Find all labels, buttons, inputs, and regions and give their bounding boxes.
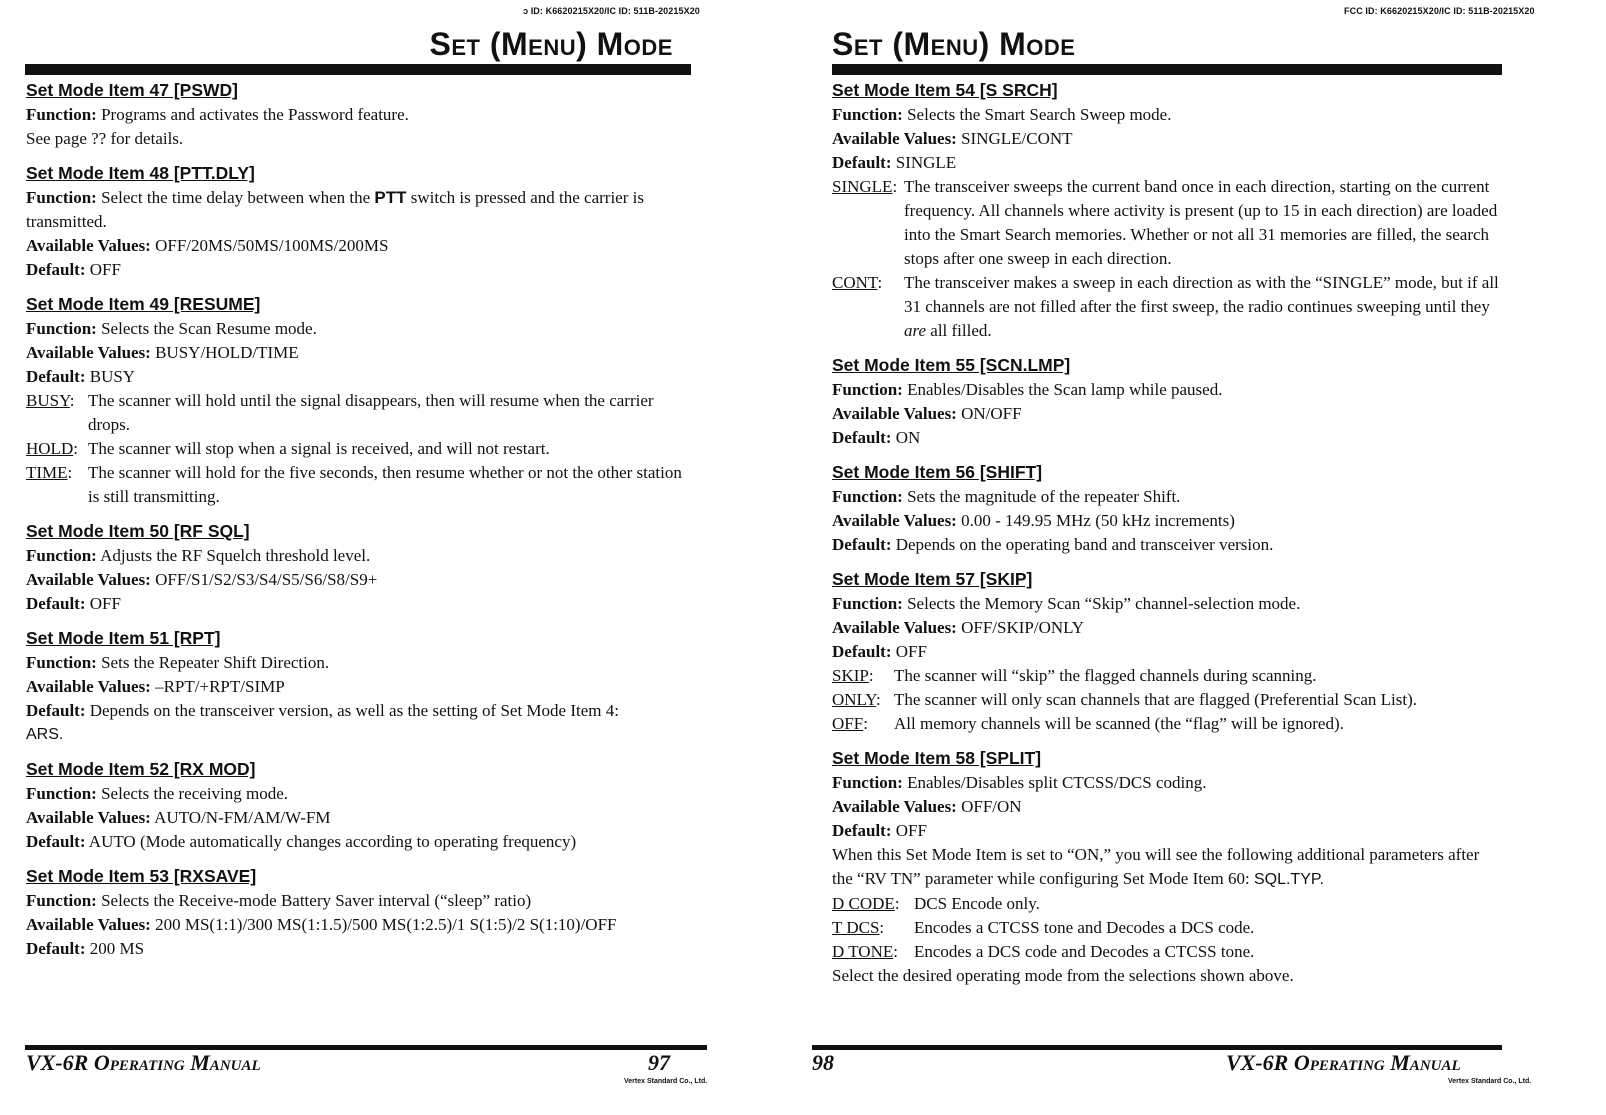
option-sep: : (69, 391, 75, 410)
default-text: ON (895, 428, 921, 447)
option-key-text: BUSY (26, 391, 70, 410)
default-label: Default: (26, 939, 86, 958)
note-line (832, 843, 1502, 892)
note-text: When this Set Mode Item is set to “ON,” you will see the following additional parameters after the “RV TN” parameter while configuring Set Mode Item 60: (832, 845, 1480, 888)
set-mode-item-53 (26, 860, 692, 961)
values-label: Available Values: (832, 404, 957, 423)
function-label: Function: (26, 188, 97, 207)
values-label: Available Values: (832, 618, 957, 637)
option-sep: : (893, 942, 898, 961)
function-label: Function: (26, 891, 97, 910)
function-line (26, 103, 692, 127)
item-heading: Set Mode Item 47 [PSWD] (26, 80, 238, 100)
set-mode-item-52 (26, 753, 692, 854)
default-label: Default: (26, 260, 86, 279)
default-label: Default: (26, 367, 86, 386)
values-line (832, 509, 1502, 533)
option-key (832, 664, 894, 688)
option-text: The scanner will hold until the signal disappears, then will resume when the carrier drops. (88, 391, 654, 434)
option-only (832, 688, 1502, 712)
footer-manual-title: VX-6R Operating Manual (1226, 1050, 1461, 1075)
item-heading: Set Mode Item 49 [RESUME] (26, 294, 261, 314)
default-label: Default: (832, 821, 892, 840)
function-text: Selects the Smart Search Sweep mode. (907, 105, 1172, 124)
default-text: OFF (895, 821, 927, 840)
option-key (832, 271, 904, 295)
default-line (832, 819, 1502, 843)
set-mode-item-50 (26, 515, 692, 616)
default-text: BUSY (89, 367, 136, 386)
option-time (26, 461, 692, 509)
function-line (832, 592, 1502, 616)
values-label: Available Values: (26, 677, 151, 696)
item-heading: Set Mode Item 52 [RX MOD] (26, 759, 256, 779)
values-text: 200 MS(1:1)/300 MS(1:1.5)/500 MS(1:2.5)/1 S(1:5)/2 S(1:10)/OFF (155, 915, 617, 934)
option-t-dcs (832, 916, 1502, 940)
values-text: –RPT/+RPT/SIMP (155, 677, 285, 696)
option-key (832, 892, 914, 916)
function-text: Sets the magnitude of the repeater Shift. (907, 487, 1181, 506)
values-text: ON/OFF (961, 404, 1022, 423)
values-label: Available Values: (832, 129, 957, 148)
default-line (26, 937, 692, 961)
option-sep: : (879, 918, 885, 937)
function-text-tail: switch is pressed and the carrier is transmitted. (26, 188, 644, 231)
default-label: Default: (832, 153, 892, 172)
default-line (26, 830, 692, 854)
values-line (832, 127, 1502, 151)
option-text: The scanner will “skip” the flagged channels during scanning. (894, 666, 1317, 685)
option-hold (26, 437, 692, 461)
function-label: Function: (26, 105, 97, 124)
function-label: Function: (26, 546, 97, 565)
function-line (832, 485, 1502, 509)
function-text: Selects the Scan Resume mode. (101, 319, 317, 338)
function-label: Function: (26, 653, 97, 672)
values-line (832, 616, 1502, 640)
function-text: Enables/Disables the Scan lamp while paused. (907, 380, 1223, 399)
option-text: Encodes a DCS code and Decodes a CTCSS tone. (914, 942, 1255, 961)
function-line (26, 317, 692, 341)
function-text: Select the time delay between when the (101, 188, 375, 207)
values-line (832, 795, 1502, 819)
function-line (26, 186, 692, 234)
values-text: OFF/20MS/50MS/100MS/200MS (155, 236, 389, 255)
default-line (26, 592, 692, 616)
default-text: OFF (895, 642, 927, 661)
function-label: Function: (832, 594, 903, 613)
option-key (26, 437, 88, 461)
function-text: Adjusts the RF Squelch threshold level. (100, 546, 371, 565)
option-key-text: OFF (832, 714, 864, 733)
set-mode-item-48 (26, 157, 692, 282)
option-key-text: SINGLE (832, 177, 893, 196)
option-text: The scanner will only scan channels that are flagged (Preferential Scan List). (894, 690, 1418, 709)
item-heading: Set Mode Item 54 [S SRCH] (832, 80, 1058, 100)
default-label: Default: (26, 701, 86, 720)
option-text-a: The transceiver makes a sweep in each direction as with the “SINGLE” mode, but if all 31 channels are not filled after the first sweep, the radio continues sweeping until they (904, 273, 1499, 316)
option-sep: : (868, 666, 874, 685)
option-sep: : (67, 463, 73, 482)
option-key-text: ONLY (832, 690, 876, 709)
right-page (806, 0, 1606, 1115)
function-line (832, 771, 1502, 795)
values-label: Available Values: (26, 236, 151, 255)
function-line (832, 103, 1502, 127)
option-sep: : (875, 690, 881, 709)
option-key-text: TIME (26, 463, 68, 482)
ptt-keyword: PTT (374, 188, 407, 207)
option-single (832, 175, 1502, 271)
values-text: OFF/S1/S2/S3/S4/S5/S6/S8/S9+ (155, 570, 378, 589)
option-off (832, 712, 1502, 736)
option-key (832, 688, 894, 712)
company-credit: Vertex Standard Co., Ltd. (1448, 1078, 1532, 1085)
option-text: DCS Encode only. (914, 894, 1040, 913)
option-key-text: D TONE (832, 942, 894, 961)
default-line (26, 258, 692, 282)
values-label: Available Values: (26, 343, 151, 362)
default-line (832, 533, 1502, 557)
item-heading: Set Mode Item 53 [RXSAVE] (26, 866, 257, 886)
item-heading: Set Mode Item 58 [SPLIT] (832, 748, 1042, 768)
item-heading: Set Mode Item 56 [SHIFT] (832, 462, 1043, 482)
values-text: BUSY/HOLD/TIME (155, 343, 299, 362)
function-label: Function: (832, 487, 903, 506)
default-tail: ARS. (26, 726, 64, 743)
default-text: Depends on the transceiver version, as well as the setting of Set Mode Item 4: (89, 701, 619, 720)
left-page (0, 0, 790, 1115)
default-text: SINGLE (895, 153, 957, 172)
item-heading: Set Mode Item 51 [RPT] (26, 628, 221, 648)
default-line (832, 640, 1502, 664)
values-line (26, 341, 692, 365)
values-text: AUTO/N-FM/AM/W-FM (154, 808, 331, 827)
function-label: Function: (26, 319, 97, 338)
function-line (26, 782, 692, 806)
values-line (26, 568, 692, 592)
function-line (26, 889, 692, 913)
option-key-text: SKIP (832, 666, 869, 685)
values-text: 0.00 - 149.95 MHz (50 kHz increments) (961, 511, 1235, 530)
option-d-code (832, 892, 1502, 916)
function-text: Selects the receiving mode. (101, 784, 289, 803)
values-text: OFF/SKIP/ONLY (961, 618, 1085, 637)
function-line (26, 651, 692, 675)
set-mode-item-54 (832, 74, 1502, 343)
function-label: Function: (26, 784, 97, 803)
option-sep: : (892, 177, 898, 196)
page-content (832, 74, 1502, 994)
closing-line: Select the desired operating mode from the selections shown above. (832, 966, 1294, 985)
values-label: Available Values: (832, 797, 957, 816)
option-sep: : (877, 273, 883, 292)
default-label: Default: (26, 594, 86, 613)
values-label: Available Values: (26, 915, 151, 934)
set-mode-item-47 (26, 74, 692, 151)
default-text: OFF (89, 594, 121, 613)
option-busy (26, 389, 692, 437)
default-text: OFF (89, 260, 121, 279)
option-key-text: CONT (832, 273, 878, 292)
set-mode-item-51 (26, 622, 692, 747)
values-line (26, 234, 692, 258)
default-text: 200 MS (89, 939, 145, 958)
default-label: Default: (26, 832, 86, 851)
function-label: Function: (832, 105, 903, 124)
option-sep: : (73, 439, 78, 458)
function-line (26, 544, 692, 568)
option-d-tone (832, 940, 1502, 964)
values-label: Available Values: (26, 570, 151, 589)
default-line (26, 365, 692, 389)
default-label: Default: (832, 428, 892, 447)
option-cont (832, 271, 1502, 343)
function-label: Function: (832, 380, 903, 399)
default-text: AUTO (Mode automatically changes according to operating frequency) (88, 832, 577, 851)
option-text-em: are (904, 321, 927, 340)
page-content (26, 74, 692, 967)
values-label: Available Values: (832, 511, 957, 530)
set-mode-item-49 (26, 288, 692, 509)
page-title: Set (Menu) Mode (832, 26, 1076, 62)
option-text: The scanner will stop when a signal is received, and will not restart. (88, 439, 550, 458)
page-number: 98 (812, 1050, 834, 1075)
set-mode-item-55 (832, 349, 1502, 450)
option-key (832, 916, 914, 940)
function-text: Programs and activates the Password feature. (101, 105, 409, 124)
set-mode-item-58 (832, 742, 1502, 988)
option-text: Encodes a CTCSS tone and Decodes a DCS code. (914, 918, 1255, 937)
option-key (832, 175, 904, 199)
function-label: Function: (832, 773, 903, 792)
values-line (26, 675, 692, 699)
footer-manual-title: VX-6R Operating Manual (26, 1050, 261, 1075)
function-line (832, 378, 1502, 402)
note-keyword: SQL.TYP. (1253, 871, 1324, 888)
item-heading: Set Mode Item 55 [SCN.LMP] (832, 355, 1071, 375)
item-heading: Set Mode Item 50 [RF SQL] (26, 521, 250, 541)
default-line (26, 699, 692, 723)
values-text: SINGLE/CONT (961, 129, 1073, 148)
set-mode-item-57 (832, 563, 1502, 736)
function-text: Enables/Disables split CTCSS/DCS coding. (907, 773, 1207, 792)
fcc-id-label: ɔ ID: K6620215X20/IC ID: 511B-20215X20 (523, 6, 700, 16)
option-key (832, 712, 894, 736)
option-sep: : (894, 894, 900, 913)
values-text: OFF/ON (961, 797, 1022, 816)
values-label: Available Values: (26, 808, 151, 827)
values-line (26, 806, 692, 830)
option-key-text: T DCS (832, 918, 880, 937)
default-label: Default: (832, 535, 892, 554)
set-mode-item-56 (832, 456, 1502, 557)
function-text: Sets the Repeater Shift Direction. (101, 653, 330, 672)
option-text (904, 271, 1502, 343)
page-number: 97 (648, 1050, 670, 1075)
default-label: Default: (832, 642, 892, 661)
option-text-b: all filled. (926, 321, 992, 340)
default-text: Depends on the operating band and transceiver version. (895, 535, 1274, 554)
item-heading: Set Mode Item 57 [SKIP] (832, 569, 1033, 589)
option-skip (832, 664, 1502, 688)
option-key (26, 389, 88, 413)
default-line (832, 151, 1502, 175)
default-line (832, 426, 1502, 450)
fcc-id-label: FCC ID: K6620215X20/IC ID: 511B-20215X20 (1344, 6, 1535, 16)
option-text: All memory channels will be scanned (the “flag” will be ignored). (894, 714, 1344, 733)
function-text: Selects the Receive-mode Battery Saver interval (“sleep” ratio) (101, 891, 532, 910)
option-key-text: HOLD (26, 439, 74, 458)
option-sep: : (863, 714, 868, 733)
values-line (26, 913, 692, 937)
extra-line: See page ?? for details. (26, 129, 184, 148)
item-heading: Set Mode Item 48 [PTT.DLY] (26, 163, 255, 183)
function-text: Selects the Memory Scan “Skip” channel-selection mode. (907, 594, 1301, 613)
page-title: Set (Menu) Mode (429, 26, 673, 62)
option-text: The transceiver sweeps the current band once in each direction, starting on the current frequency. All channels where activity is present (up to 15 in each direction) are loaded into the Smart Search memories. Whether or not all 31 memories are filled, the search stops after one sweep in each direction. (904, 177, 1498, 268)
values-line (832, 402, 1502, 426)
option-key (26, 461, 88, 485)
option-key-text: D CODE (832, 894, 895, 913)
company-credit: Vertex Standard Co., Ltd. (624, 1078, 708, 1085)
option-key (832, 940, 914, 964)
option-text: The scanner will hold for the five seconds, then resume whether or not the other station is still transmitting. (88, 463, 682, 506)
